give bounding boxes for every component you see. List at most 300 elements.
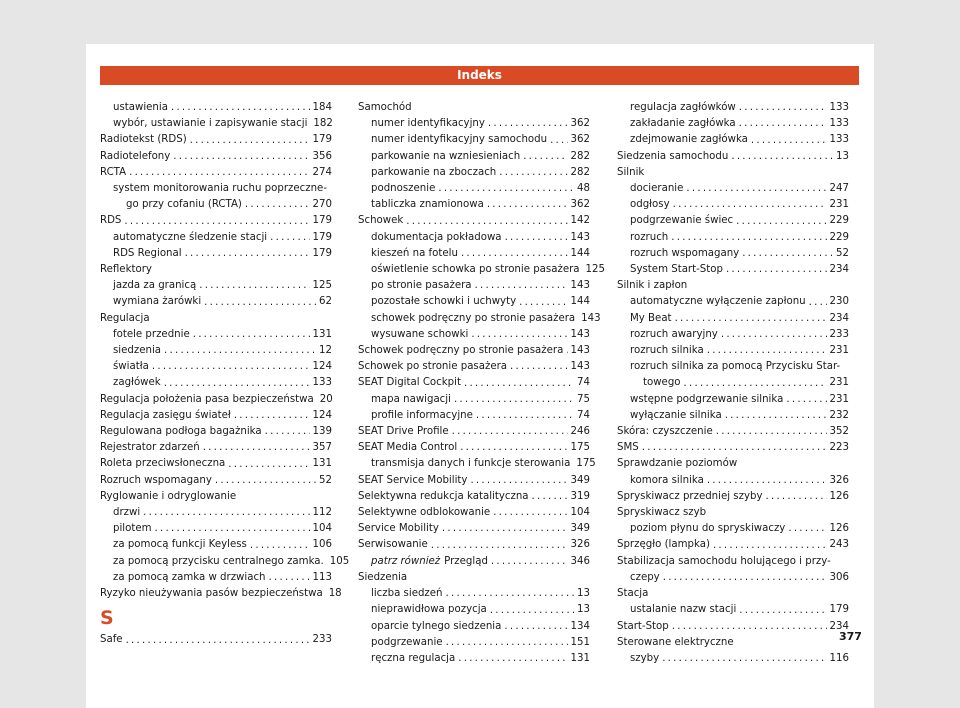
index-page-ref: 352 <box>829 426 849 438</box>
leader-dots <box>490 603 574 619</box>
index-entry <box>617 311 849 327</box>
leader-dots <box>505 230 568 246</box>
index-entry <box>358 489 590 505</box>
leader-dots <box>265 424 310 440</box>
index-page-ref: 133 <box>829 118 849 130</box>
index-entry <box>100 132 332 148</box>
index-page-ref: 12 <box>319 345 332 357</box>
leader-dots <box>446 586 575 602</box>
index-page-ref: 357 <box>312 442 332 454</box>
index-entry-text: Sprzęgło (lampka) <box>617 539 710 551</box>
index-page-ref: 243 <box>829 539 849 551</box>
index-entry <box>100 473 332 489</box>
index-entry-text: po stronie pasażera <box>371 280 472 292</box>
index-page-ref: 74 <box>577 409 590 421</box>
page-number: 377 <box>839 630 862 643</box>
index-entry <box>100 586 342 602</box>
leader-dots <box>684 376 827 392</box>
index-entry-text: wymiana żarówki <box>113 296 202 308</box>
leader-dots <box>550 133 567 149</box>
index-entry <box>100 375 332 391</box>
index-entry <box>617 392 849 408</box>
index-entry-text: Sterowane elektryczne <box>617 636 734 648</box>
index-entry-text: podnoszenie <box>371 183 436 195</box>
leader-dots <box>488 116 568 132</box>
leader-dots <box>736 214 826 230</box>
index-entry-text: Safe <box>100 634 123 646</box>
index-entry-text: SEAT Service Mobility <box>358 474 468 486</box>
index-entry <box>617 149 849 165</box>
leader-dots <box>663 570 827 586</box>
index-entry-text: komora silnika <box>630 474 704 486</box>
index-entry <box>617 554 849 570</box>
index-entry-text: pozostałe schowki i uchwyty <box>371 296 517 308</box>
index-section-letter: S <box>100 607 114 630</box>
index-entry-text: Silnik <box>617 166 645 178</box>
index-page-ref: 124 <box>312 361 332 373</box>
leader-dots <box>475 278 568 294</box>
index-page-ref: 223 <box>829 442 849 454</box>
index-entry-text <box>371 554 488 570</box>
index-entry-text: zdejmowanie zagłówka <box>630 134 748 146</box>
index-page-ref: 144 <box>570 247 590 259</box>
index-entry-text: system monitorowania ruchu poprzeczne- <box>113 183 327 195</box>
index-page-ref: 306 <box>829 571 849 583</box>
index-entry <box>358 521 590 537</box>
index-entry-text: Stacja <box>617 588 649 600</box>
index-page-ref: 234 <box>829 312 849 324</box>
index-entry <box>358 586 590 602</box>
index-entry-text: Regulacja <box>100 312 150 324</box>
index-entry-text: pilotem <box>113 523 152 535</box>
leader-dots <box>228 457 309 473</box>
index-entry-text: liczba siedzeń <box>371 588 443 600</box>
index-entry-text: wyłączanie silnika <box>630 409 722 421</box>
index-entry <box>617 278 849 294</box>
index-page-ref: 104 <box>312 523 332 535</box>
index-entry <box>617 327 849 343</box>
index-entry-text: Schowek po stronie pasażera <box>358 361 508 373</box>
index-entry-text: rozruch silnika za pomocą Przycisku Star- <box>630 361 841 373</box>
index-entry-text: Selektywna redukcja katalityczna <box>358 490 529 502</box>
leader-dots <box>269 570 310 586</box>
index-entry <box>358 505 590 521</box>
index-entry <box>617 521 849 537</box>
index-entry <box>100 632 332 648</box>
index-page-ref: 151 <box>570 636 590 648</box>
index-entry-text: Schowek podręczny po stronie pasażera <box>358 345 564 357</box>
index-entry-text: automatyczne wyłączenie zapłonu <box>630 296 806 308</box>
index-page-ref: 105 <box>329 555 350 567</box>
leader-dots <box>504 619 567 635</box>
leader-dots <box>464 376 574 392</box>
index-entry-text: parkowanie na wzniesieniach <box>371 150 521 162</box>
index-entry-text: Stabilizacja samochodu holującego i przy- <box>617 555 831 567</box>
index-column-1 <box>100 100 350 649</box>
index-page-ref: 270 <box>312 199 332 211</box>
index-entry-text: nieprawidłowa pozycja <box>371 604 487 616</box>
leader-dots <box>199 278 309 294</box>
index-entry-text: numer identyfikacyjny <box>371 118 485 130</box>
index-entry <box>617 343 849 359</box>
index-page-ref: 13 <box>577 588 590 600</box>
leader-dots <box>234 408 310 424</box>
index-entry-text: za pomocą funkcji Keyless <box>113 539 247 551</box>
index-entry <box>100 311 332 327</box>
index-entry-text: Regulacja położenia pasa bezpieczeństwa <box>100 393 314 405</box>
index-entry-text: wstępne podgrzewanie silnika <box>630 393 784 405</box>
leader-dots <box>250 538 310 554</box>
index-entry-text: Start-Stop <box>617 620 669 632</box>
leader-dots <box>164 343 316 359</box>
index-entry <box>358 262 605 278</box>
leader-dots <box>725 408 827 424</box>
leader-dots <box>523 149 567 165</box>
index-page-ref: 179 <box>312 231 332 243</box>
index-entry-text: wybór, ustawianie i zapisywanie stacji <box>113 118 308 130</box>
index-entry-text: Radiotelefony <box>100 150 171 162</box>
index-page-ref: 62 <box>319 296 332 308</box>
index-entry-text: SMS <box>617 442 639 454</box>
index-entry <box>358 570 590 586</box>
index-page-ref: 282 <box>570 166 590 178</box>
index-page-ref: 52 <box>319 474 332 486</box>
index-entry-text: Sprawdzanie poziomów <box>617 458 738 470</box>
index-entry <box>100 537 332 553</box>
index-entry <box>617 456 849 472</box>
index-page-ref: 234 <box>829 264 849 276</box>
index-entry <box>617 375 849 391</box>
index-entry-text: Radiotekst (RDS) <box>100 134 187 146</box>
index-entry <box>358 651 590 667</box>
leader-dots <box>493 505 567 521</box>
leader-dots <box>721 327 827 343</box>
leader-dots <box>510 359 568 375</box>
index-entry-text: go przy cofaniu (RCTA) <box>126 199 242 211</box>
index-entry-text: Service Mobility <box>358 523 439 535</box>
index-entry-text: profile informacyjne <box>371 409 473 421</box>
leader-dots <box>446 635 568 651</box>
index-entry-text: czepy <box>630 571 660 583</box>
index-page-ref: 231 <box>829 345 849 357</box>
index-entry <box>100 262 332 278</box>
index-entry <box>358 359 590 375</box>
index-entry-text: parkowanie na zboczach <box>371 166 497 178</box>
index-page-ref: 319 <box>570 490 590 502</box>
index-entry <box>358 537 590 553</box>
index-page-ref: 326 <box>829 474 849 486</box>
index-entry-text: SEAT Media Control <box>358 442 458 454</box>
index-entry <box>100 424 332 440</box>
index-entry <box>358 116 590 132</box>
leader-dots <box>662 651 826 667</box>
index-entry-text: Spryskiwacz przedniej szyby <box>617 490 763 502</box>
index-page-ref: 143 <box>570 328 590 340</box>
index-entry <box>617 165 849 181</box>
index-entry-text: kieszeń na fotelu <box>371 247 458 259</box>
index-entry <box>617 294 849 310</box>
index-entry-text: podgrzewanie <box>371 636 443 648</box>
index-entry-text: ustalanie nazw stacji <box>630 604 737 616</box>
index-entry <box>358 132 590 148</box>
index-page-ref: 74 <box>577 377 590 389</box>
index-entry <box>100 554 350 570</box>
leader-dots <box>124 214 309 230</box>
index-entry-text: tabliczka znamionowa <box>371 199 484 211</box>
leader-dots <box>739 116 827 132</box>
leader-dots <box>809 295 827 311</box>
leader-dots <box>270 230 309 246</box>
index-entry <box>100 294 332 310</box>
index-entry <box>617 246 849 262</box>
index-page-ref: 349 <box>570 523 590 535</box>
index-entry <box>617 132 849 148</box>
leader-dots <box>726 262 827 278</box>
index-entry-text: System Start-Stop <box>630 264 723 276</box>
index-entry-text: SEAT Digital Cockpit <box>358 377 461 389</box>
index-entry <box>358 230 590 246</box>
index-entry <box>358 456 596 472</box>
index-page-ref: 13 <box>836 150 849 162</box>
see-also-target: Przegląd <box>444 555 488 567</box>
index-entry <box>358 278 590 294</box>
index-entry-text: docieranie <box>630 183 684 195</box>
index-entry-text: Rejestrator zdarzeń <box>100 442 200 454</box>
index-entry <box>358 343 590 359</box>
index-entry-text: Serwisowanie <box>358 539 428 551</box>
leader-dots <box>713 538 827 554</box>
index-page-ref: 131 <box>570 652 590 664</box>
index-entry <box>100 278 332 294</box>
index-entry-text: numer identyfikacyjny samochodu <box>371 134 548 146</box>
index-entry <box>100 100 332 116</box>
index-entry <box>617 181 849 197</box>
index-page-ref: 179 <box>312 134 332 146</box>
index-entry <box>617 262 849 278</box>
index-entry-text: Samochód <box>358 102 412 113</box>
index-entry-text: światła <box>113 361 149 373</box>
index-page-ref: 18 <box>328 588 342 600</box>
index-entry <box>358 311 601 327</box>
index-page-ref: 143 <box>570 280 590 292</box>
index-entry-text: towego <box>643 377 681 389</box>
leader-dots <box>739 100 827 116</box>
index-entry <box>358 197 590 213</box>
index-entry <box>617 651 849 667</box>
index-entry <box>617 440 849 456</box>
index-entry-text: Spryskiwacz szyb <box>617 507 707 519</box>
index-entry <box>100 116 332 132</box>
leader-dots <box>566 343 567 359</box>
index-entry-text: zagłówek <box>113 377 161 389</box>
index-entry <box>617 359 849 375</box>
leader-dots <box>193 327 310 343</box>
index-entry <box>100 327 332 343</box>
index-entry-text: Regulacja zasięgu świateł <box>100 409 231 421</box>
leader-dots <box>766 489 827 505</box>
leader-dots <box>491 554 568 570</box>
index-page-ref: 20 <box>319 393 333 405</box>
index-entry <box>358 294 590 310</box>
index-page-ref: 233 <box>829 328 849 340</box>
index-page-ref: 349 <box>570 474 590 486</box>
index-page-ref: 184 <box>312 102 332 113</box>
index-entry-text: rozruch wspomagany <box>630 247 740 259</box>
index-entry <box>100 246 332 262</box>
leader-dots <box>739 603 826 619</box>
index-page-ref: 48 <box>577 183 590 195</box>
leader-dots <box>707 473 827 489</box>
leader-dots <box>431 538 568 554</box>
index-entry-text: RDS <box>100 215 122 227</box>
index-page-ref: 179 <box>312 247 332 259</box>
index-entry <box>358 100 590 116</box>
index-entry-text: poziom płynu do spryskiwaczy <box>630 523 786 535</box>
leader-dots <box>532 489 568 505</box>
index-entry-text: dokumentacja pokładowa <box>371 231 502 243</box>
index-entry <box>100 230 332 246</box>
index-entry <box>100 343 332 359</box>
index-entry-text: Regulowana podłoga bagażnika <box>100 426 262 438</box>
index-entry-text: transmisja danych i funkcje sterowania <box>371 458 571 470</box>
index-entry-text: RCTA <box>100 166 127 178</box>
index-entry-text: schowek podręczny po stronie pasażera <box>371 312 576 324</box>
index-entry-text: Siedzenia samochodu <box>617 150 729 162</box>
index-entry-text: Skóra: czyszczenie <box>617 426 713 438</box>
leader-dots <box>786 392 826 408</box>
index-page-ref: 125 <box>585 264 605 276</box>
leader-dots <box>519 295 567 311</box>
index-entry <box>358 181 590 197</box>
index-page-ref: 182 <box>313 118 333 130</box>
index-entry-text: Selektywne odblokowanie <box>358 507 491 519</box>
index-page-ref: 133 <box>312 377 332 389</box>
leader-dots <box>454 392 574 408</box>
index-entry-text: szyby <box>630 652 660 664</box>
index-entry-text: odgłosy <box>630 199 670 211</box>
index-entry <box>358 440 590 456</box>
index-entry <box>358 392 590 408</box>
leader-dots <box>245 197 310 213</box>
leader-dots <box>215 473 316 489</box>
index-page-ref: 142 <box>570 215 590 227</box>
index-entry-text: rozruch awaryjny <box>630 328 718 340</box>
index-page-ref: 362 <box>570 134 590 146</box>
index-column-2 <box>358 100 605 667</box>
leader-dots <box>742 246 833 262</box>
index-page-ref: 125 <box>312 280 332 292</box>
index-entry-text: mapa nawigacji <box>371 393 451 405</box>
leader-dots <box>164 376 310 392</box>
leader-dots <box>438 181 574 197</box>
index-page-ref: 106 <box>312 539 332 551</box>
index-entry <box>100 392 332 408</box>
index-entry <box>617 505 849 521</box>
index-page-ref: 231 <box>829 377 849 389</box>
index-entry-text: rozruch <box>630 231 669 243</box>
index-entry <box>617 116 849 132</box>
index-entry-text: wysuwane schowki <box>371 328 469 340</box>
leader-dots <box>406 214 567 230</box>
index-entry <box>358 165 590 181</box>
leader-dots <box>788 521 826 537</box>
index-entry-text: My Beat <box>630 312 672 324</box>
index-entry <box>100 440 332 456</box>
leader-dots <box>487 197 568 213</box>
index-entry <box>100 165 332 181</box>
index-entry-text: automatyczne śledzenie stacji <box>113 231 268 243</box>
index-entry <box>100 149 332 165</box>
index-page-ref: 143 <box>570 345 590 357</box>
index-entry <box>617 197 849 213</box>
index-page-ref: 134 <box>570 620 590 632</box>
index-page-ref: 175 <box>570 442 590 454</box>
index-entry <box>358 554 590 570</box>
index-entry <box>100 197 332 213</box>
index-page-ref: 231 <box>829 393 849 405</box>
leader-dots <box>716 424 827 440</box>
index-entry <box>617 570 849 586</box>
index-entry <box>617 489 849 505</box>
leader-dots <box>458 651 567 667</box>
leader-dots <box>671 230 826 246</box>
index-entry <box>617 586 849 602</box>
index-page-ref: 143 <box>570 231 590 243</box>
leader-dots <box>731 149 833 165</box>
index-entry <box>100 359 332 375</box>
index-page-ref: 133 <box>829 134 849 146</box>
index-page-ref: 133 <box>829 102 849 113</box>
leader-dots <box>129 165 309 181</box>
index-page-ref: 179 <box>829 604 849 616</box>
index-entry <box>100 408 332 424</box>
index-entry-text: Silnik i zapłon <box>617 280 688 292</box>
leader-dots <box>173 149 309 165</box>
index-entry-text: jazda za granicą <box>113 280 197 292</box>
index-page-ref: 230 <box>829 296 849 308</box>
index-entry-text: Ryglowanie i odryglowanie <box>100 490 237 502</box>
index-entry-text: RDS Regional <box>113 247 182 259</box>
index-entry-text: Schowek <box>358 215 404 227</box>
index-page-ref: 113 <box>312 571 332 583</box>
index-entry-text: oparcie tylnego siedzenia <box>371 620 502 632</box>
index-page-ref: 126 <box>829 490 849 502</box>
index-page-ref: 231 <box>829 199 849 211</box>
index-entry <box>617 473 849 489</box>
index-entry <box>617 230 849 246</box>
index-entry-text: ustawienia <box>113 102 168 113</box>
index-entry-text: SEAT Drive Profile <box>358 426 449 438</box>
index-entry-text: ręczna regulacja <box>371 652 456 664</box>
index-page-ref: 13 <box>577 604 590 616</box>
index-entry <box>358 246 590 262</box>
index-page-ref: 282 <box>570 150 590 162</box>
index-page-ref: 179 <box>312 215 332 227</box>
index-page-ref: 175 <box>576 458 596 470</box>
index-entry-text: oświetlenie schowka po stronie pasażera <box>371 264 580 276</box>
index-entry <box>617 602 849 618</box>
index-page-ref: 326 <box>570 539 590 551</box>
index-entry <box>617 619 849 635</box>
index-entry <box>617 635 849 651</box>
index-entry <box>358 375 590 391</box>
index-page-ref: 246 <box>570 426 590 438</box>
index-header: Indeks <box>100 66 859 85</box>
leader-dots <box>190 133 310 149</box>
index-entry <box>358 149 590 165</box>
index-entry-text: fotele przednie <box>113 328 190 340</box>
index-page-ref: 356 <box>312 150 332 162</box>
